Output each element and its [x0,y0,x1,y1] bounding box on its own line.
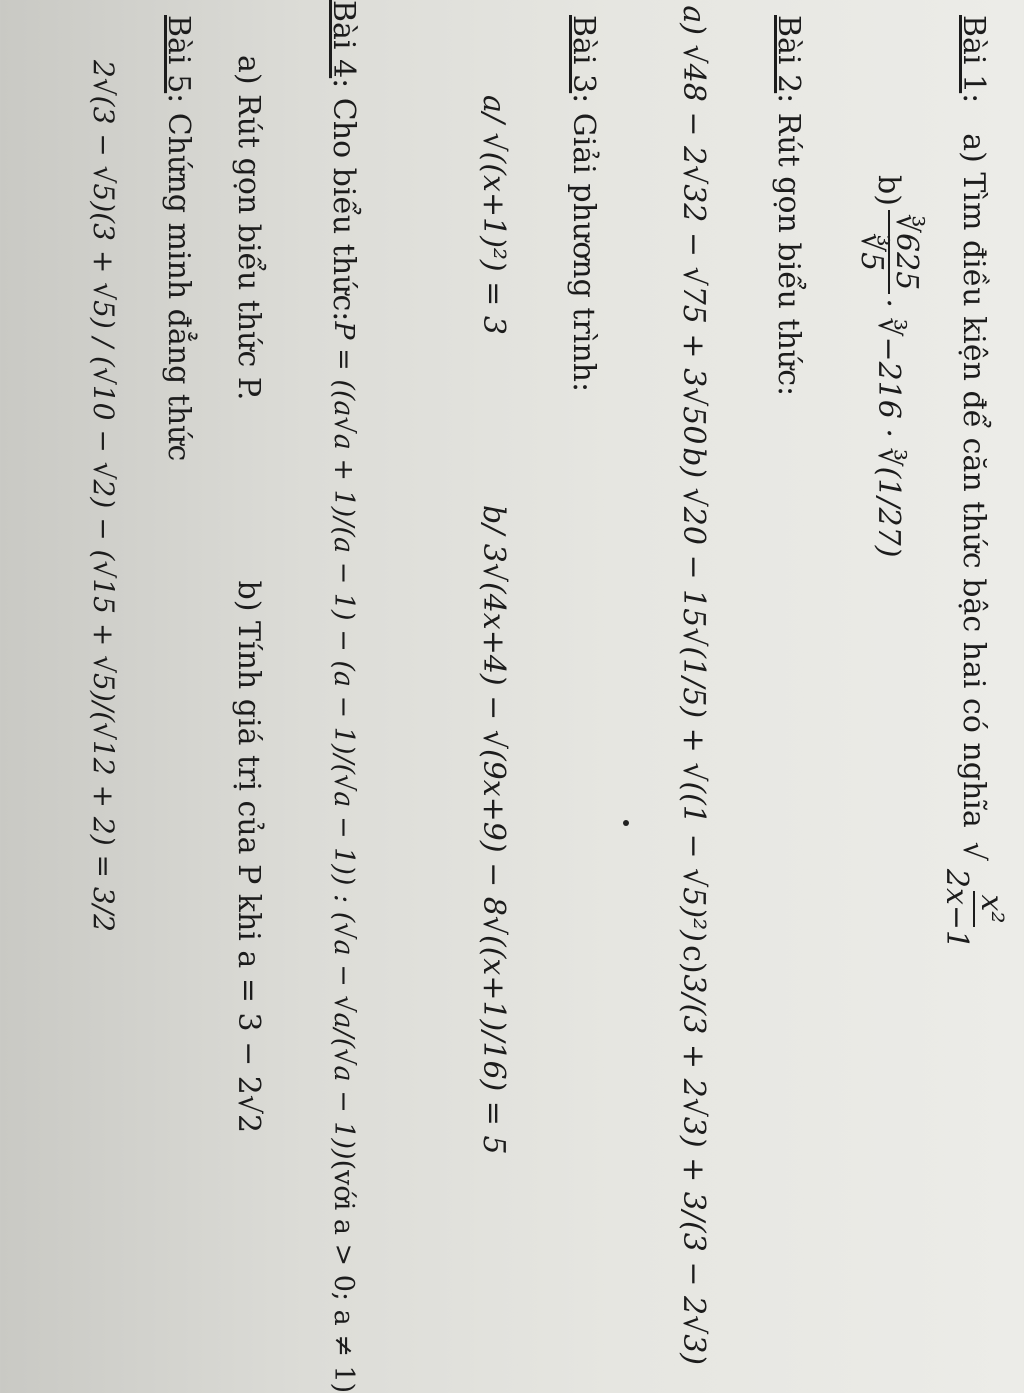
bai4-condition: (với a > 0; a ≠ 1) [328,1159,360,1393]
bai2-heading: Bài 2 [771,15,807,94]
bai5-expr-line [64,0,144,1365]
bai1-a-numerator: x² [973,891,1008,928]
bai3-line [554,0,614,1365]
bai1-b-fraction [855,210,923,294]
bai1-b-line [849,0,929,1365]
bai3-heading: Bài 3 [566,15,602,94]
bai4-a: a) Rút gọn biểu thức P. [231,55,267,401]
stray-dot [623,820,629,826]
bai2-a: a) √48 − 2√32 − √75 + 3√50 [676,5,712,445]
bai1-b-rest: · ∛−216 · ∛(1/27) [871,298,907,558]
bai5-line [149,0,209,1365]
bai1-a-denominator: 2x−1 [939,868,974,950]
bai1-colon: : [956,93,992,104]
bai5-expr: 2√(3 − √5)(3 + √5) / (√10 − √2) − (√15 + √5)/(√12 + 2) = 3/2 [87,60,121,932]
bai1-b-numerator: ∛625 [888,210,923,294]
bai4-expr: P = ((a√a + 1)/(a − 1) − (a − 1)/(√a − 1)) : (√a − √a/(√a − 1)) [328,321,360,1160]
bai3-items-line [459,0,529,1365]
bai2-c-label: c) [676,945,712,974]
bai3-a: a/ √((x+1)²) = 3 [476,95,512,335]
bai4-line [304,0,384,1393]
bai2-text: : Rút gọn biểu thức: [771,93,807,397]
bai2-c: 3/(3 + 2√3) + 3/(3 − 2√3) [676,974,712,1365]
bai2-b: b) √20 − 15√(1/5) + √((1 − √5)²) [676,447,712,942]
bai1-a-text: a) Tìm điều kiện để căn thức bậc hai có nghĩa [956,133,992,828]
bai5-text: : Chứng minh đẳng thức [161,93,197,462]
bai1-line [939,0,1009,1365]
bai3-text: : Giải phương trình: [566,93,602,393]
bai1-b-label: b) [871,175,907,206]
bai1-heading: Bài 1 [956,15,992,94]
bai3-b: b/ 3√(4x+4) − √(9x+9) − 8√((x+1)/16) = 5 [476,504,512,1155]
bai1-a-fraction [940,865,1008,953]
bai4-b: b) Tính giá trị của P khi a = 3 − 2√2 [231,580,267,1134]
bai2-line [759,0,819,1365]
bai4-text: : Cho biểu thức: [326,78,362,322]
bai1-a-sqrt: √ [956,841,992,861]
bai5-heading: Bài 5 [161,15,197,94]
bai4-items-line [219,0,279,1365]
bai2-items-line [654,0,734,1365]
bai1-b-denominator: ∛5 [854,233,889,272]
bai4-heading: Bài 4 [326,0,362,79]
